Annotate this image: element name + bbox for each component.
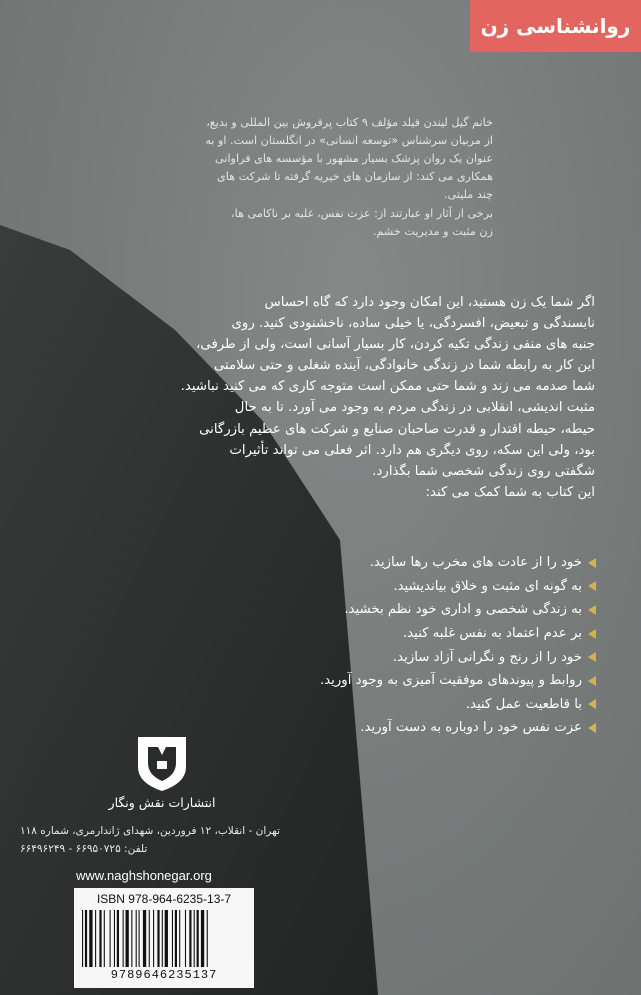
- barcode-bar: [126, 910, 129, 967]
- benefit-text: بر عدم اعتماد به نفس غلبه کنید.: [402, 626, 582, 642]
- benefit-text: خود را از رنج و نگرانی آزاد سازید.: [392, 649, 582, 665]
- triangle-bullet-icon: [588, 558, 596, 568]
- benefit-text: روابط و پیوندهای موفقیت آمیزی به وجود آورید.: [319, 673, 582, 689]
- description-line: بود، ولی این سکه، روی دیگری هم دارد. اثر فعلی می تواند تأثیرات: [229, 442, 595, 458]
- description-line: جنبه های منفی زندگی تکیه کردن، کار بسیار آسانی است، ولی از طرفی،: [196, 337, 595, 353]
- bio-line: از مربیان سرشناس «توسعه انسانی» در انگلستان است. او به: [205, 134, 493, 147]
- description-line: حیطه، حیطه اقتدار و قدرت صاحبان صنایع و شرکت های عظیم بازرگانی: [199, 421, 595, 437]
- isbn-text: ISBN 978-964-6235-13-7: [96, 892, 232, 906]
- publisher-website: www.naghshonegar.org: [76, 868, 212, 883]
- triangle-bullet-icon: [588, 723, 596, 733]
- triangle-bullet-icon: [588, 605, 596, 615]
- barcode-bar: [143, 910, 146, 967]
- barcode-bar: [179, 910, 180, 967]
- barcode-bar: [99, 910, 101, 967]
- phone-line: تلفن: ۶۶۹۵۰۷۲۵ - ۶۶۴۹۶۲۴۹: [20, 843, 148, 855]
- barcode-bar: [197, 910, 199, 967]
- barcode-bar: [194, 910, 195, 967]
- bio-works-line: برخی از آثار او عبارتند از: عزت نفس، غلبه بر ناکامی ها،: [231, 207, 493, 220]
- benefit-item: [270, 716, 596, 740]
- triangle-bullet-icon: [588, 676, 596, 686]
- barcode-bar: [136, 910, 137, 967]
- triangle-bullet-icon: [588, 652, 596, 662]
- benefits-list: [270, 551, 596, 740]
- barcode-bar: [82, 910, 83, 967]
- barcode-bar: [157, 910, 159, 967]
- description-line: شما صدمه می زند و شما حتی ممکن است متوجه کاری که می کنید نباشید.: [180, 379, 595, 395]
- barcode-icon: [82, 910, 246, 967]
- benefit-text: خود را از عادت های مخرب رها سازید.: [369, 555, 582, 571]
- barcode-bar: [139, 910, 140, 967]
- barcode-bar: [189, 910, 191, 967]
- barcode-label: [74, 888, 254, 988]
- publisher-address: [20, 822, 320, 858]
- bio-line: خانم گیل لیندن فیلد مؤلف ۹ کتاب پرفروش بین المللی و بدیع،: [206, 116, 493, 129]
- benefit-item: [270, 669, 596, 693]
- barcode-bar: [201, 910, 204, 967]
- benefit-text: عزت نفس خود را دوباره به دست آورید.: [360, 720, 582, 736]
- description-line: مثبت اندیشی، انقلابی در زندگی مردم به وجود می آورد. تا به حال: [234, 400, 595, 416]
- barcode-bar: [185, 910, 186, 967]
- barcode-bar: [89, 910, 92, 967]
- benefit-item: [270, 693, 596, 717]
- description-line: اگر شما یک زن هستید، این امکان وجود دارد که گاه احساس: [264, 295, 595, 310]
- barcode-bar: [117, 910, 119, 967]
- benefit-item: [270, 575, 596, 599]
- publisher-logo-icon: [132, 735, 192, 793]
- book-description: [90, 292, 595, 503]
- barcode-number: 9789646235137: [110, 968, 218, 982]
- barcode-bar: [207, 910, 208, 967]
- description-line: این کار به رابطه شما در زندگی خانوادگی، آینده شغلی و حتی سلامتی: [213, 358, 595, 374]
- benefits-intro: این کتاب به شما کمک می کند:: [425, 484, 595, 500]
- barcode-bar: [104, 910, 105, 967]
- barcode-bar: [149, 910, 150, 967]
- author-bio: [155, 114, 493, 241]
- barcode-bar: [165, 910, 168, 967]
- barcode-bar: [85, 910, 87, 967]
- benefit-text: به زندگی شخصی و اداری خود نظم بخشید.: [344, 602, 582, 618]
- barcode-bar: [162, 910, 163, 967]
- barcode-bar: [153, 910, 154, 967]
- barcode-bar: [110, 910, 111, 967]
- benefit-item: [270, 645, 596, 669]
- bio-line: همکاری می کند: از سازمان های خیریه گرفته تا شرکت های: [217, 170, 493, 183]
- benefit-item: [270, 598, 596, 622]
- benefit-item: [270, 551, 596, 575]
- barcode-bar: [114, 910, 115, 967]
- barcode-bar: [172, 910, 173, 967]
- bio-line: عنوان یک روان پزشک بسیار مشهور با مؤسسه های فراوانی: [215, 152, 493, 165]
- publisher-name: انتشارات نقش ونگار: [108, 795, 216, 810]
- barcode-bar: [95, 910, 96, 967]
- triangle-bullet-icon: [588, 629, 596, 639]
- bio-line: چند ملیتی.: [443, 188, 493, 201]
- benefit-text: با قاطعیت عمل کنید.: [465, 696, 582, 712]
- barcode-bar: [131, 910, 132, 967]
- description-line: نابسندگی و تبعیض، افسردگی، یا خیلی ساده، ناخشنودی کنید. روی: [231, 316, 595, 332]
- address-line: تهران - انقلاب، ۱۲ فروردین، شهدای ژاندارمری، شماره ۱۱۸: [20, 825, 280, 837]
- benefit-item: [270, 622, 596, 646]
- description-line: شگفتی روی زندگی شخصی شما بگذارد.: [372, 463, 595, 479]
- benefit-text: به گونه ای مثبت و خلاق بیاندیشید.: [393, 578, 582, 594]
- bio-works-line: زن مثبت و مدیریت خشم.: [372, 225, 493, 238]
- barcode-bar: [123, 910, 124, 967]
- barcode-bar: [175, 910, 177, 967]
- category-label: روانشناسی زن: [470, 0, 641, 52]
- triangle-bullet-icon: [588, 581, 596, 591]
- triangle-bullet-icon: [588, 699, 596, 709]
